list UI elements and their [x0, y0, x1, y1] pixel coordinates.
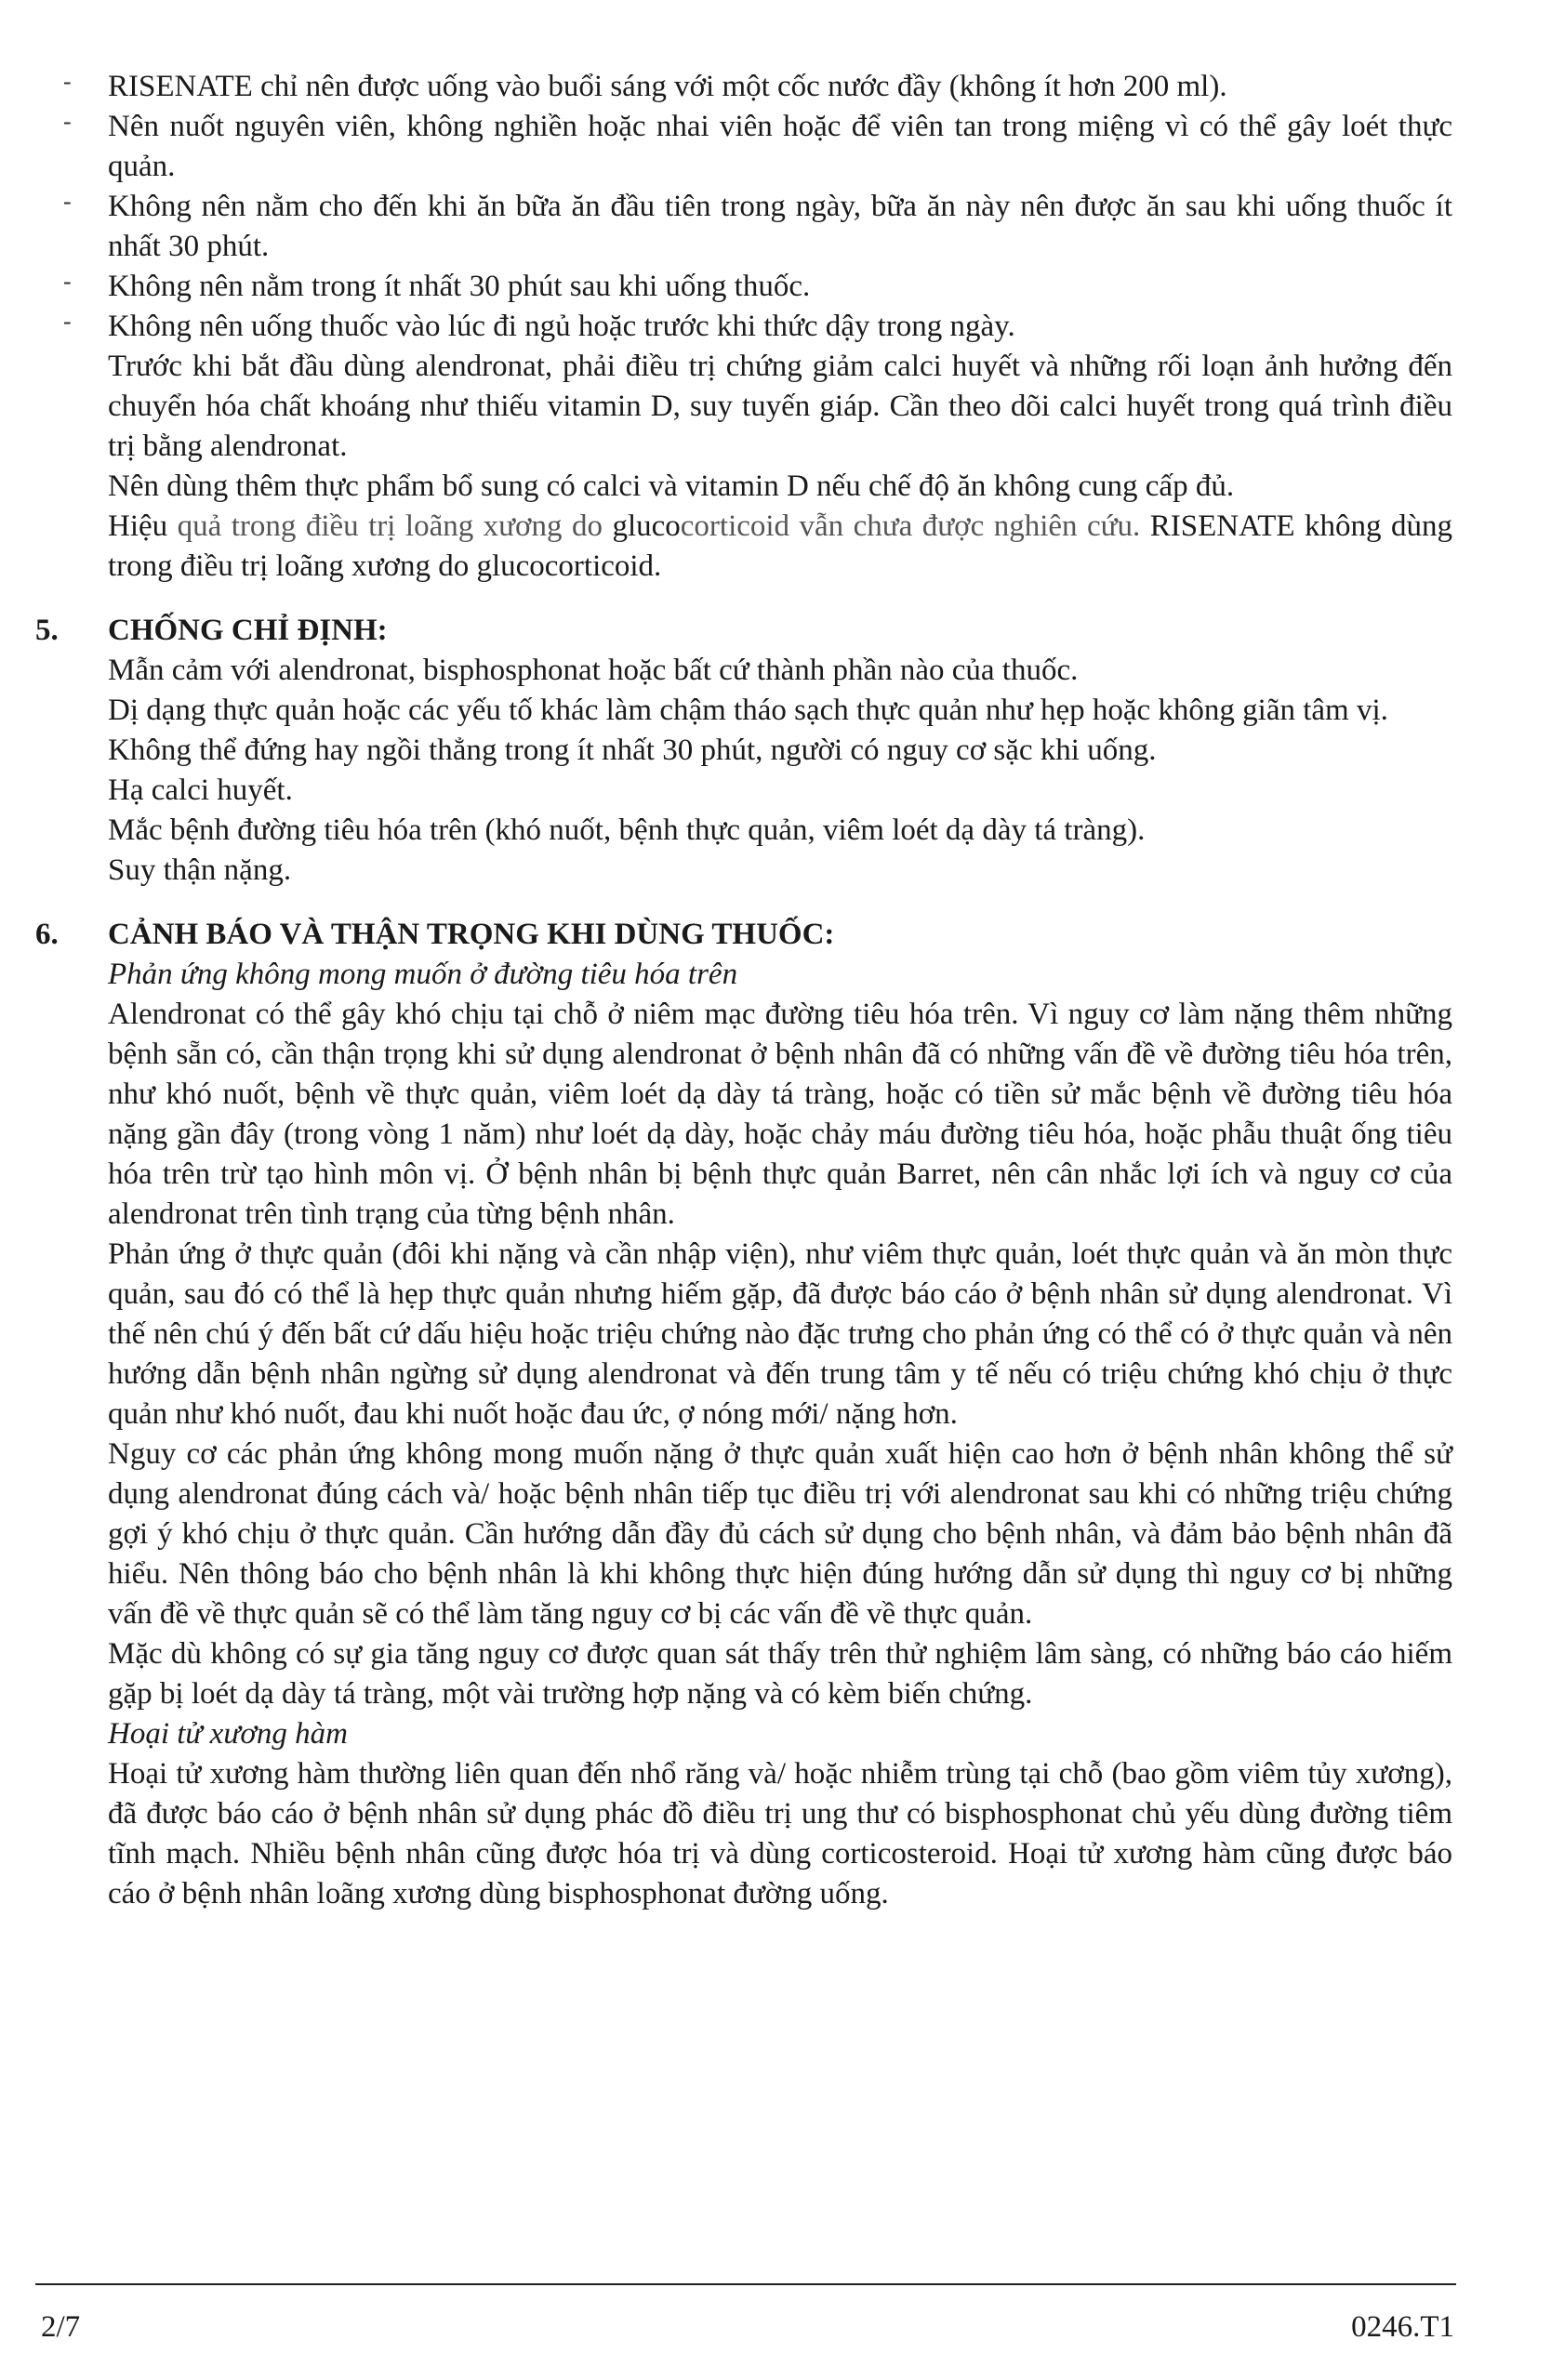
- warning-paragraph: Mặc dù không có sự gia tăng nguy cơ được quan sát thấy trên thử nghiệm lâm sàng, có những báo cáo hiếm gặp bị loét dạ dày tá tràng, một vài trường hợp nặng và có kèm biến chứng.: [108, 1637, 1452, 1711]
- contraindication-line: Mẫn cảm với alendronat, bisphosphonat hoặc bất cứ thành phần nào của thuốc.: [108, 654, 1079, 687]
- warning-paragraph: Phản ứng ở thực quản (đôi khi nặng và cần nhập viện), như viêm thực quản, loét thực quản và ăn mòn thực quản, sau đó có thể là hẹp thực quản nhưng hiếm gặp, đã được báo cáo ở bệnh nhân sử dụng alendronat. Vì thế nên chú ý đến bất cứ dấu hiệu hoặc triệu chứng nào đặc trưng cho phản ứng có thể có ở thực quản và nên hướng dẫn bệnh nhân ngừng sử dụng alendronat và đến trung tâm y tế nếu có triệu chứng khó chịu ở thực quản như khó nuốt, đau khi nuốt hoặc đau ức, ợ nóng mới/ nặng hơn.: [108, 1237, 1452, 1431]
- subsection-title: Phản ứng không mong muốn ở đường tiêu hóa trên: [108, 958, 738, 991]
- supplement-paragraph: Nên dùng thêm thực phẩm bổ sung có calci và vitamin D nếu chế độ ăn không cung cấp đủ.: [108, 469, 1235, 503]
- list-item: - Không nên nằm cho đến khi ăn bữa ăn đầu tiên trong ngày, bữa ăn này nên được ăn sau khi uống thuốc ít nhất 30 phút.: [63, 188, 1452, 263]
- section-title: CHỐNG CHỈ ĐỊNH:: [108, 614, 388, 647]
- efficacy-paragraph: Hiệu quả trong điều trị loãng xương do glucocorticoid vẫn chưa được nghiên cứu. RISENATE không dùng trong điều trị loãng xương do glucocorticoid.: [108, 509, 1452, 583]
- list-item: - RISENATE chỉ nên được uống vào buổi sáng với một cốc nước đầy (không ít hơn 200 ml).: [63, 68, 1227, 103]
- list-item: - Không nên uống thuốc vào lúc đi ngủ hoặc trước khi thức dậy trong ngày.: [63, 308, 1015, 343]
- subsection-title: Hoại tử xương hàm: [108, 1717, 349, 1751]
- list-item: - Nên nuốt nguyên viên, không nghiền hoặc nhai viên hoặc để viên tan trong miệng vì có thể gây loét thực quản.: [63, 108, 1452, 183]
- section-heading: [35, 915, 1452, 955]
- section-number: 6.: [35, 918, 59, 951]
- bullet-text: Không nên nằm trong ít nhất 30 phút sau khi uống thuốc.: [108, 270, 811, 303]
- contraindication-line: Suy thận nặng.: [108, 853, 292, 887]
- contraindication-line: Không thể đứng hay ngồi thẳng trong ít nhất 30 phút, người có nguy cơ sặc khi uống.: [108, 734, 1157, 767]
- page-number: 2/7: [41, 2310, 81, 2344]
- section-contraindications: [35, 611, 1452, 891]
- bullet-text: Không nên nằm cho đến khi ăn bữa ăn đầu tiên trong ngày, bữa ăn này nên được ăn sau khi uống thuốc ít nhất 30 phút.: [108, 190, 1452, 263]
- warning-paragraph: Nguy cơ các phản ứng không mong muốn nặng ở thực quản xuất hiện cao hơn ở bệnh nhân không thể sử dụng alendronat đúng cách và/ hoặc bệnh nhân tiếp tục điều trị với alendronat sau khi có những triệu chứng gợi ý khó chịu ở thực quản. Cần hướng dẫn đầy đủ cách sử dụng cho bệnh nhân, và đảm bảo bệnh nhân đã hiểu. Nên thông báo cho bệnh nhân là khi không thực hiện đúng hướng dẫn sử dụng thì nguy cơ bị những vấn đề về thực quản sẽ có thể làm tăng nguy cơ bị các vấn đề về thực quản.: [108, 1437, 1452, 1631]
- section-warnings: [35, 915, 1452, 1914]
- calcium-paragraph: Trước khi bắt đầu dùng alendronat, phải điều trị chứng giảm calci huyết và những rối loạn ảnh hưởng đến chuyển hóa chất khoáng như thiếu vitamin D, suy tuyến giáp. Cần theo dõi calci huyết trong quá trình điều trị bằng alendronat.: [108, 350, 1452, 463]
- list-item: - Không nên nằm trong ít nhất 30 phút sau khi uống thuốc.: [63, 268, 811, 303]
- contraindication-line: Dị dạng thực quản hoặc các yếu tố khác làm chậm tháo sạch thực quản như hẹp hoặc không giãn tâm vị.: [108, 694, 1388, 727]
- section-number: 5.: [35, 614, 59, 647]
- contraindication-line: Hạ calci huyết.: [108, 774, 293, 807]
- page-content: [35, 67, 1452, 1914]
- bullet-text: Nên nuốt nguyên viên, không nghiền hoặc nhai viên hoặc để viên tan trong miệng vì có thể gây loét thực quản.: [108, 110, 1452, 183]
- warning-paragraph: Hoại tử xương hàm thường liên quan đến nhổ răng và/ hoặc nhiễm trùng tại chỗ (bao gồm viêm tủy xương), đã được báo cáo ở bệnh nhân sử dụng phác đồ điều trị ung thư có bisphosphonat chủ yếu dùng đường tiêm tĩnh mạch. Nhiều bệnh nhân cũng được hóa trị và dùng corticosteroid. Hoại tử xương hàm cũng được báo cáo ở bệnh nhân loãng xương dùng bisphosphonat đường uống.: [108, 1757, 1452, 1911]
- section-heading: [35, 611, 1452, 651]
- bullet-text: Không nên uống thuốc vào lúc đi ngủ hoặc trước khi thức dậy trong ngày.: [108, 310, 1015, 343]
- section-title: CẢNH BÁO VÀ THẬN TRỌNG KHI DÙNG THUỐC:: [108, 918, 835, 951]
- warning-paragraph: Alendronat có thể gây khó chịu tại chỗ ở niêm mạc đường tiêu hóa trên. Vì nguy cơ làm nặng thêm những bệnh sẵn có, cần thận trọng khi sử dụng alendronat ở bệnh nhân đã có những vấn đề về đường tiêu hóa trên, như khó nuốt, bệnh về thực quản, viêm loét dạ dày tá tràng, hoặc có tiền sử mắc bệnh về đường tiêu hóa nặng gần đây (trong vòng 1 năm) như loét dạ dày, hoặc chảy máu đường tiêu hóa, hoặc phẫu thuật ống tiêu hóa trên trừ tạo hình môn vị. Ở bệnh nhân bị bệnh thực quản Barret, nên cân nhắc lợi ích và nguy cơ của alendronat trên tình trạng của từng bệnh nhân.: [108, 998, 1452, 1231]
- usage-instructions-list: [63, 67, 1452, 347]
- document-code: 0246.T1: [1351, 2310, 1454, 2344]
- contraindication-line: Mắc bệnh đường tiêu hóa trên (khó nuốt, bệnh thực quản, viêm loét dạ dày tá tràng).: [108, 813, 1146, 847]
- footer-divider: [35, 2283, 1456, 2285]
- bullet-text: RISENATE chỉ nên được uống vào buổi sáng với một cốc nước đầy (không ít hơn 200 ml).: [108, 70, 1227, 103]
